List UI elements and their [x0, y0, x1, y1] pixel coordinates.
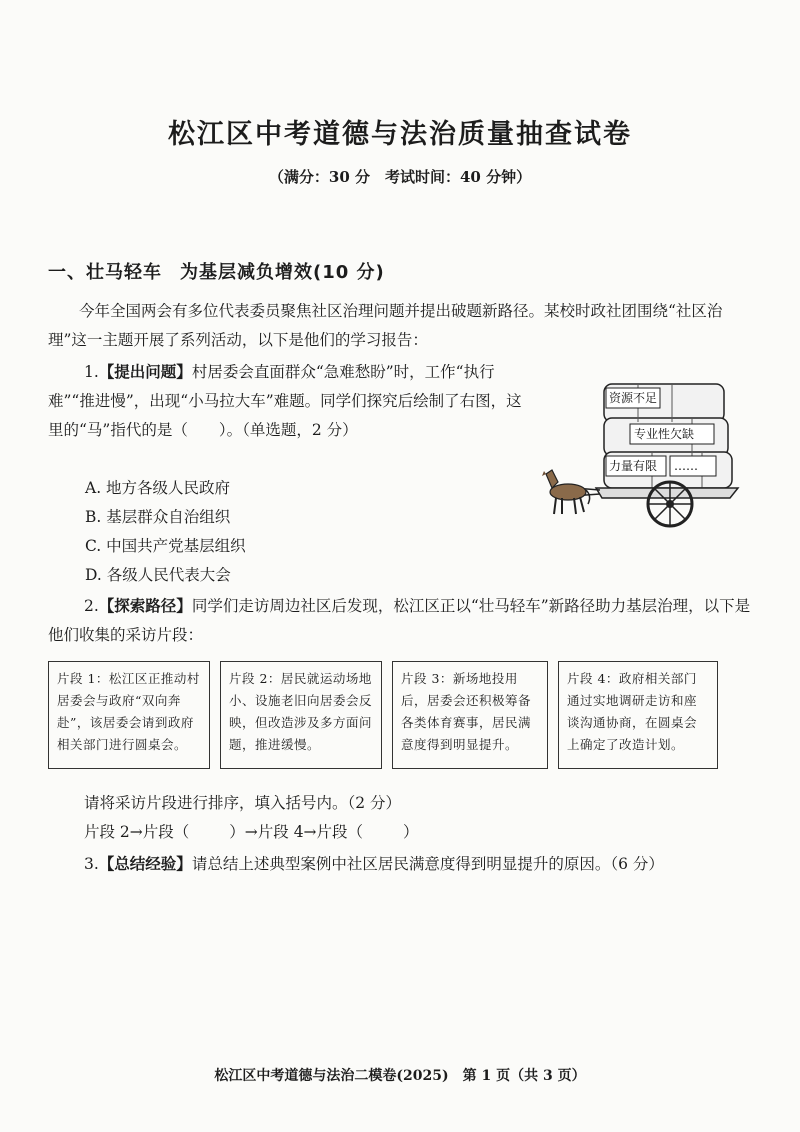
horse-cart-illustration: [542, 370, 772, 530]
q1-text: 村居委会直面群众“急难愁盼”时，工作“执行难”“推进慢”，出现“小马拉大车”难题。同学们探究后绘制了右图，这里的“马”指代的是（ ）。（单选题，2 分）: [48, 363, 522, 439]
question-1: [48, 357, 528, 445]
option-d: D. 各级人民代表大会: [85, 566, 231, 584]
section-heading: [48, 258, 385, 284]
label-ellipsis: ……: [674, 459, 698, 473]
interview-card-2: 片段 2：居民就运动场地小、设施老旧向居委会反映，但改造涉及多方面问题，推进缓慢。: [220, 661, 382, 769]
section-number: 一、: [48, 262, 86, 283]
label-strength: 力量有限: [609, 459, 658, 473]
horse-icon: [542, 470, 590, 514]
page-footer: 松江区中考道德与法治二模卷(2025) 第 1 页（共 3 页）: [214, 1068, 586, 1084]
q2-text: 同学们走访周边社区后发现，松江区正以“壮马轻车”新路径助力基层治理，以下是他们收集的采访片段：: [48, 597, 751, 644]
q2-tag: 【探索路径】: [98, 596, 192, 615]
section-heading-part2: 为基层减负增效(10 分): [180, 262, 385, 283]
q3-number: 3.: [84, 855, 99, 873]
q3-tag: 【总结经验】: [98, 854, 192, 873]
interview-card-4: 片段 4：政府相关部门通过实地调研走访和座谈沟通协商，在圆桌会上确定了改造计划。: [558, 661, 718, 769]
fill-end: ）: [403, 823, 419, 841]
fill-start: 片段 2→片段（: [84, 823, 190, 841]
question-2: [48, 591, 760, 650]
q2-instruction: 请将采访片段进行排序，填入括号内。（2 分）: [84, 794, 402, 812]
label-professional: 专业性欠缺: [634, 427, 695, 441]
q1-number: 1.: [84, 363, 99, 381]
fill-mid: ）→片段 4→片段（: [229, 823, 364, 841]
interview-card-1: 片段 1：松江区正推动村居委会与政府“双向奔赴”，该居委会请到政府相关部门进行圆桌会。: [48, 661, 210, 769]
interview-cards: [48, 661, 752, 773]
exam-subtitle: （满分：30 分 考试时间：40 分钟）: [268, 168, 532, 186]
option-c: C. 中国共产党基层组织: [85, 537, 246, 555]
option-b: B. 基层群众自治组织: [85, 508, 231, 526]
q2-number: 2.: [84, 597, 99, 615]
q2-fill-sequence: [84, 818, 419, 847]
exam-title: 松江区中考道德与法治质量抽查试卷: [168, 119, 632, 150]
interview-card-3: 片段 3：新场地投用后，居委会还积极筹备各类体育赛事，居民满意度得到明显提升。: [392, 661, 548, 769]
label-resource: 资源不足: [609, 391, 658, 405]
section-heading-part1: 壮马轻车: [86, 262, 162, 283]
q1-tag: 【提出问题】: [98, 362, 192, 381]
q3-text: 请总结上述典型案例中社区居民满意度得到明显提升的原因。（6 分）: [191, 855, 664, 873]
option-a: A. 地方各级人民政府: [85, 479, 231, 497]
question-3: [48, 849, 760, 879]
q1-options: [85, 474, 246, 590]
intro-paragraph: 今年全国两会有多位代表委员聚焦社区治理问题并提出破题新路径。某校时政社团围绕“社区治理”这一主题开展了系列活动，以下是他们的学习报告：: [48, 302, 723, 349]
cart-wheel-icon: [648, 482, 692, 526]
